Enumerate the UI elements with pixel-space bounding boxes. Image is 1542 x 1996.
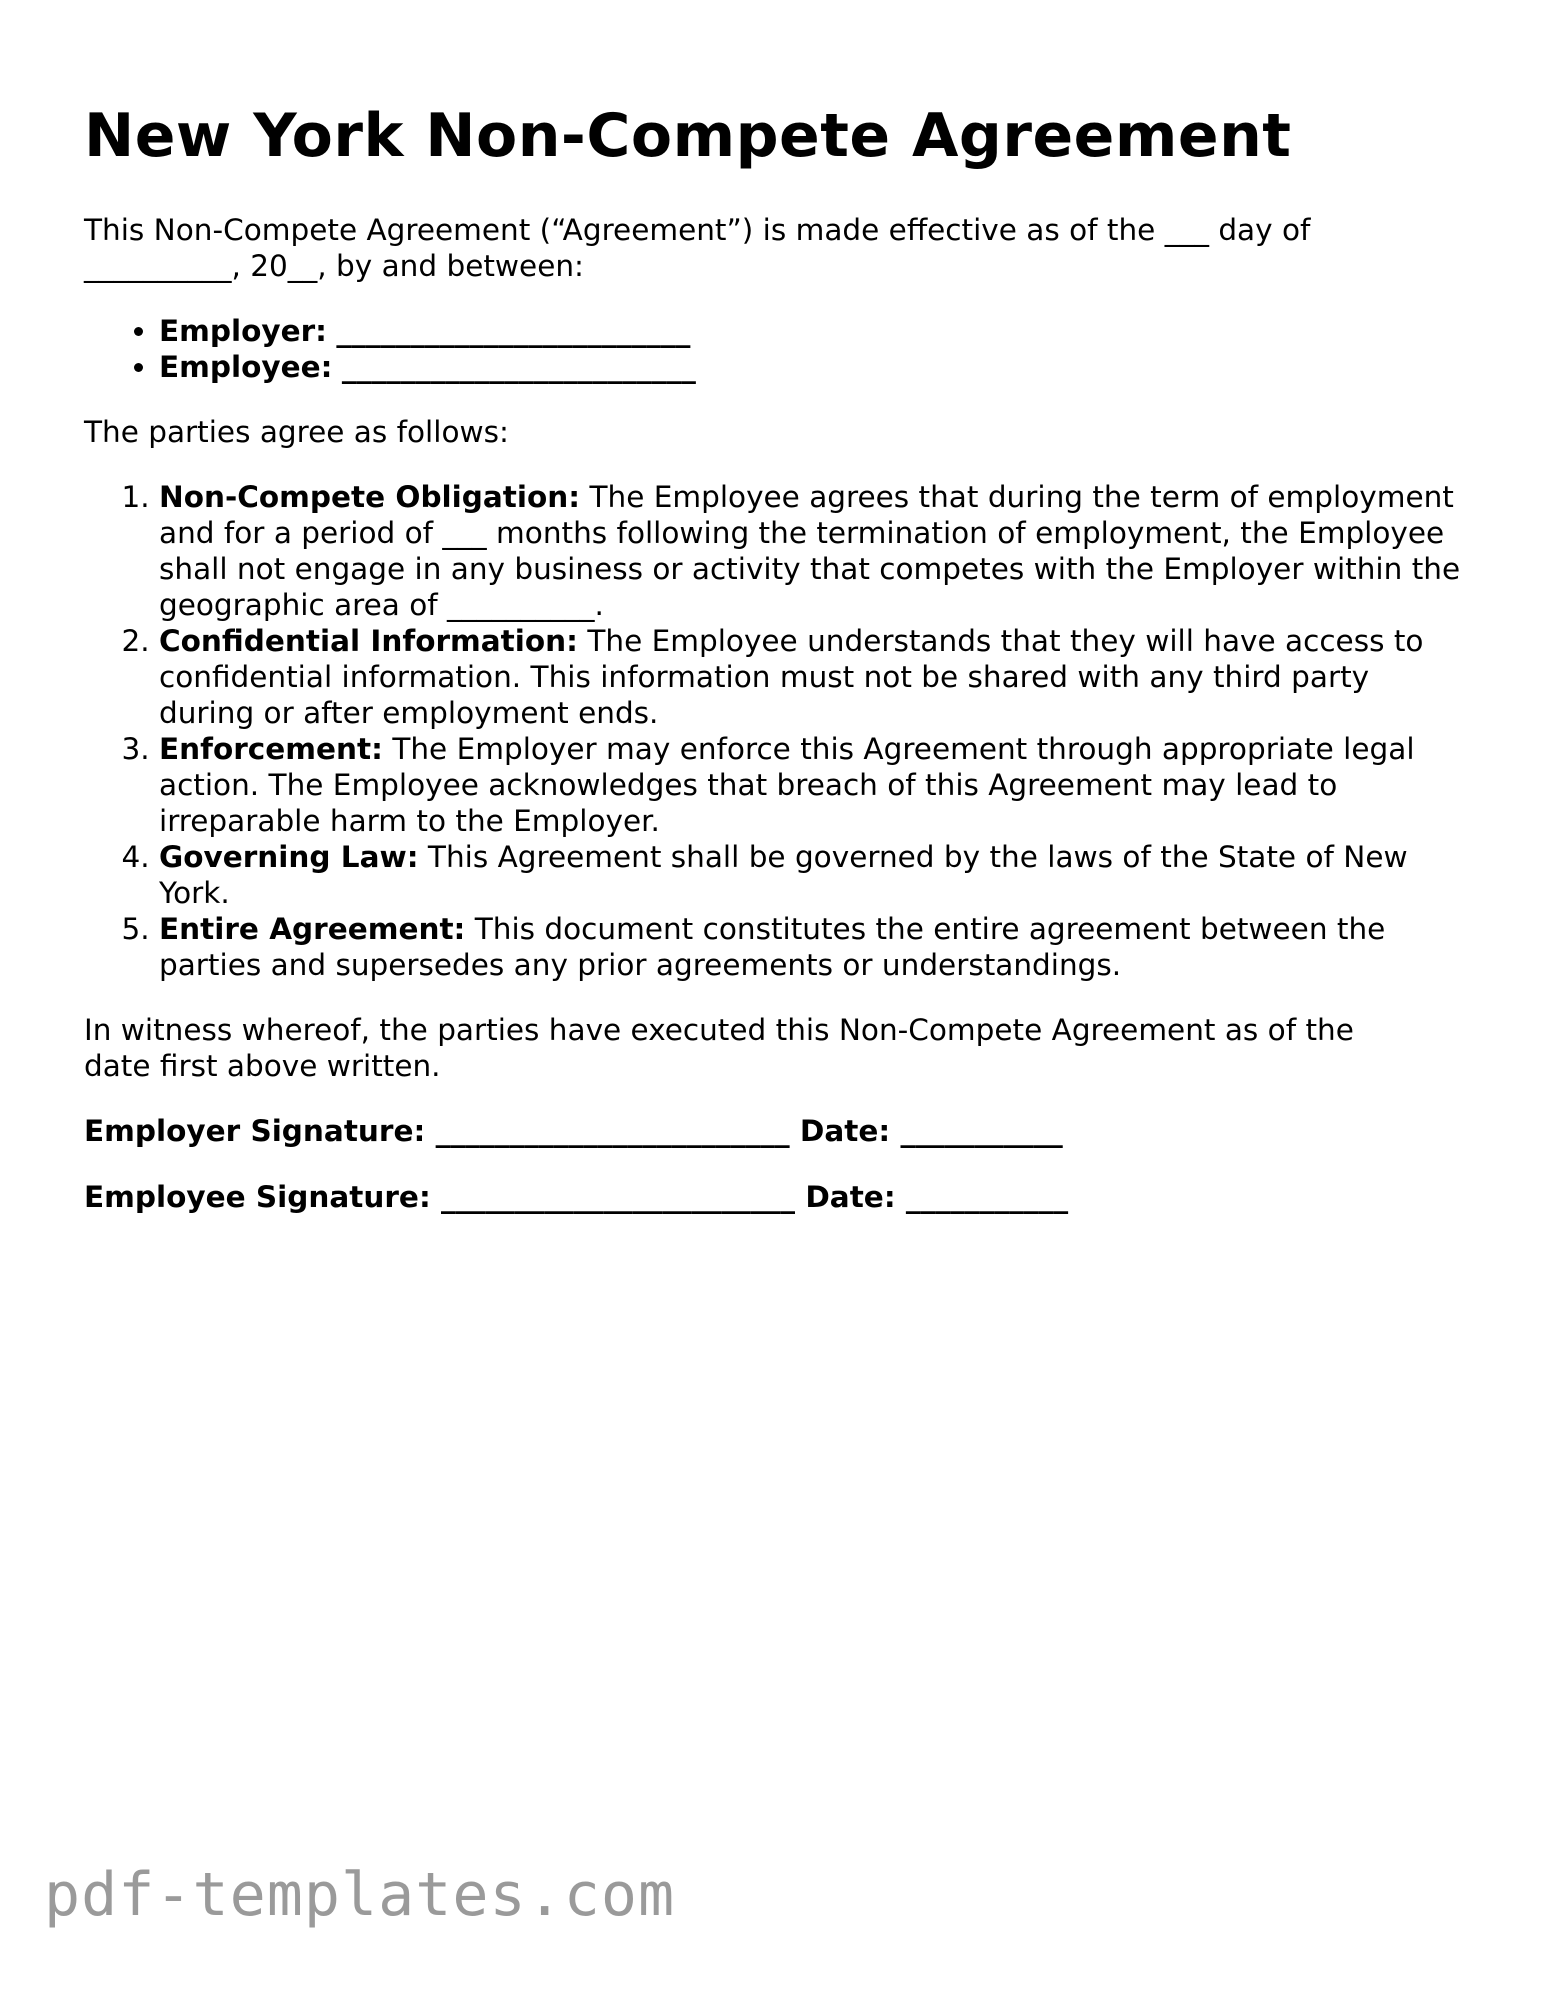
party-item-employer xyxy=(159,313,1464,349)
clause-item xyxy=(159,479,1464,623)
clause-heading: Governing Law: xyxy=(159,840,419,874)
clause-heading: Non-Compete Obligation: xyxy=(159,480,581,514)
party-label: Employer: xyxy=(159,314,327,348)
clause-text: This Agreement shall be governed by the laws of the State of New York. xyxy=(159,840,1408,910)
clause-item xyxy=(159,839,1464,911)
clauses-list xyxy=(84,479,1464,983)
party-blank: ________________________ xyxy=(336,314,691,348)
watermark: pdf-templates.com xyxy=(44,1860,676,1930)
signature-label: Employer Signature: xyxy=(84,1114,426,1148)
employee-signature-line xyxy=(84,1179,1464,1215)
document xyxy=(84,100,1464,1245)
clause-item xyxy=(159,911,1464,983)
agree-text: The parties agree as follows: xyxy=(84,415,509,449)
date-blank: ___________ xyxy=(905,1180,1069,1214)
party-label: Employee: xyxy=(159,350,333,384)
intro-paragraph: This Non-Compete Agreement (“Agreement”) is made effective as of the ___ day of __________, 20__, by and between: xyxy=(84,213,1311,283)
clause-text: The Employee understands that they will have access to confidential information. This information must not be shared with any third party during or after employment ends. xyxy=(159,624,1424,730)
party-blank: ________________________ xyxy=(341,350,696,384)
clause-heading: Entire Agreement: xyxy=(159,912,466,946)
parties-list xyxy=(84,313,1464,385)
clause-heading: Enforcement: xyxy=(159,732,383,766)
date-blank: ___________ xyxy=(900,1114,1063,1148)
signature-blank: ________________________ xyxy=(441,1180,796,1214)
date-label: Date: xyxy=(799,1114,891,1148)
clause-text: The Employee agrees that during the term of employment and for a period of ___ months following the termination of employment, the Employee shall not engage in any business or activity that competes with the Employer within the geographic area of __________. xyxy=(159,480,1461,622)
signature-label: Employee Signature: xyxy=(84,1180,431,1214)
signature-blank: ________________________ xyxy=(435,1114,790,1148)
clause-text: The Employer may enforce this Agreement through appropriate legal action. The Employee acknowledges that breach of this Agreement may lead to irreparable harm to the Employer. xyxy=(159,732,1415,838)
clause-item xyxy=(159,623,1464,731)
clause-text: This document constitutes the entire agreement between the parties and supersedes any prior agreements or understandings. xyxy=(159,912,1386,982)
date-label: Date: xyxy=(805,1180,896,1214)
clause-heading: Confidential Information: xyxy=(159,624,578,658)
page-title: New York Non-Compete Agreement xyxy=(84,101,1292,171)
clause-item xyxy=(159,731,1464,839)
party-item-employee xyxy=(159,349,1464,385)
witness-paragraph: In witness whereof, the parties have executed this Non-Compete Agreement as of the date first above written. xyxy=(84,1013,1354,1083)
employer-signature-line xyxy=(84,1113,1464,1149)
